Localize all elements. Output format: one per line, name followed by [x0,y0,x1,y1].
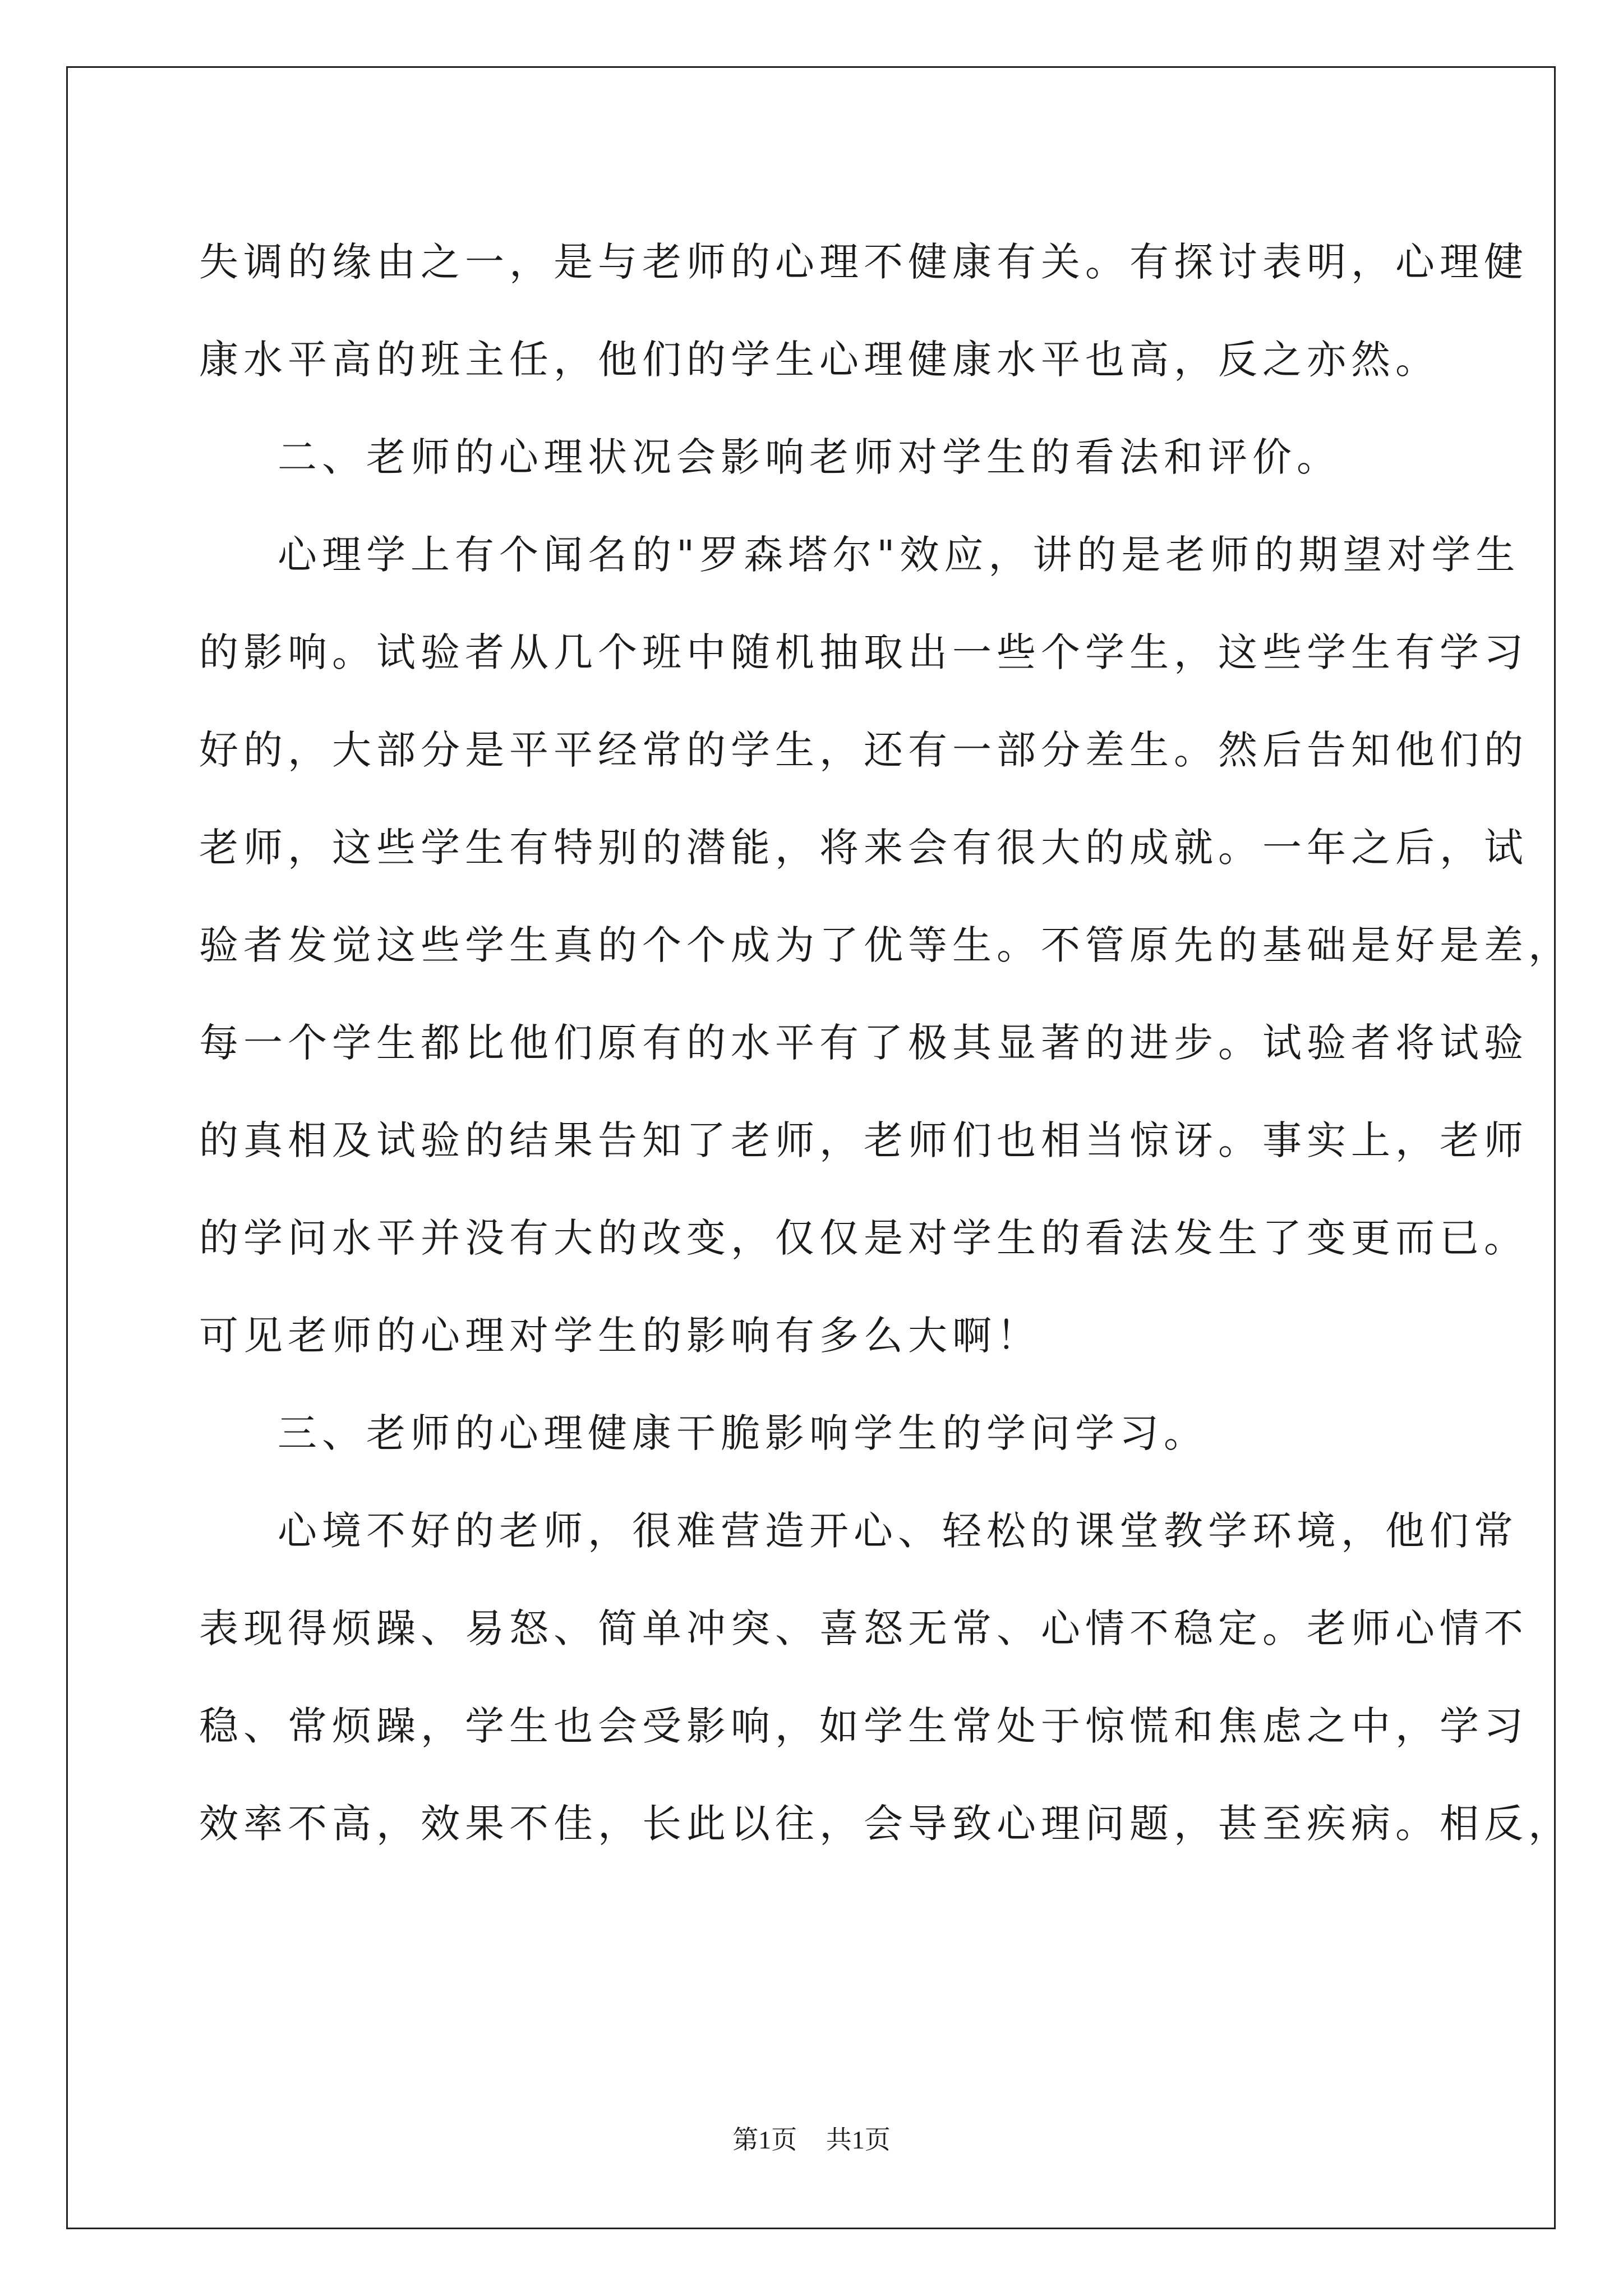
text-line-9: 每一个学生都比他们原有的水平有了极其显著的进步。试验者将试验 [199,1020,1528,1066]
page-footer [0,2119,1623,2156]
text-line-16: 稳、常烦躁，学生也会受影响，如学生常处于惊慌和焦虑之中，学习 [199,1703,1528,1749]
text-line-10: 的真相及试验的结果告知了老师，老师们也相当惊讶。事实上，老师 [199,1117,1528,1163]
section-heading-2: 二、老师的心理状况会影响老师对学生的看法和评价。 [278,434,1341,480]
text-line-1: 失调的缘由之一，是与老师的心理不健康有关。有探讨表明，心理健 [199,239,1528,285]
text-line-14: 心境不好的老师，很难营造开心、轻松的课堂教学环境，他们常 [278,1508,1518,1554]
text-line-4: 心理学上有个闻名的"罗森塔尔"效应，讲的是老师的期望对学生 [278,532,1520,578]
text-line-6: 好的，大部分是平平经常的学生，还有一部分差生。然后告知他们的 [199,727,1528,773]
page-number-total: 共1页 [826,2125,891,2154]
text-line-8: 验者发觉这些学生真的个个成为了优等生。不管原先的基础是好是差， [199,922,1573,968]
text-line-17: 效率不高，效果不佳，长此以往，会导致心理问题，甚至疾病。相反， [199,1801,1573,1847]
document-body [199,213,1573,1872]
text-line-5: 的影响。试验者从几个班中随机抽取出一些个学生，这些学生有学习 [199,629,1528,675]
text-line-11: 的学问水平并没有大的改变，仅仅是对学生的看法发生了变更而已。 [199,1215,1528,1261]
page-number-current: 第1页 [732,2125,797,2154]
text-line-12: 可见老师的心理对学生的影响有多么大啊！ [199,1313,1041,1359]
text-line-15: 表现得烦躁、易怒、简单冲突、喜怒无常、心情不稳定。老师心情不 [199,1605,1528,1651]
text-line-7: 老师，这些学生有特别的潜能，将来会有很大的成就。一年之后，试 [199,825,1528,871]
section-heading-3: 三、老师的心理健康干脆影响学生的学问学习。 [278,1410,1208,1456]
text-line-2: 康水平高的班主任，他们的学生心理健康水平也高，反之亦然。 [199,337,1440,383]
